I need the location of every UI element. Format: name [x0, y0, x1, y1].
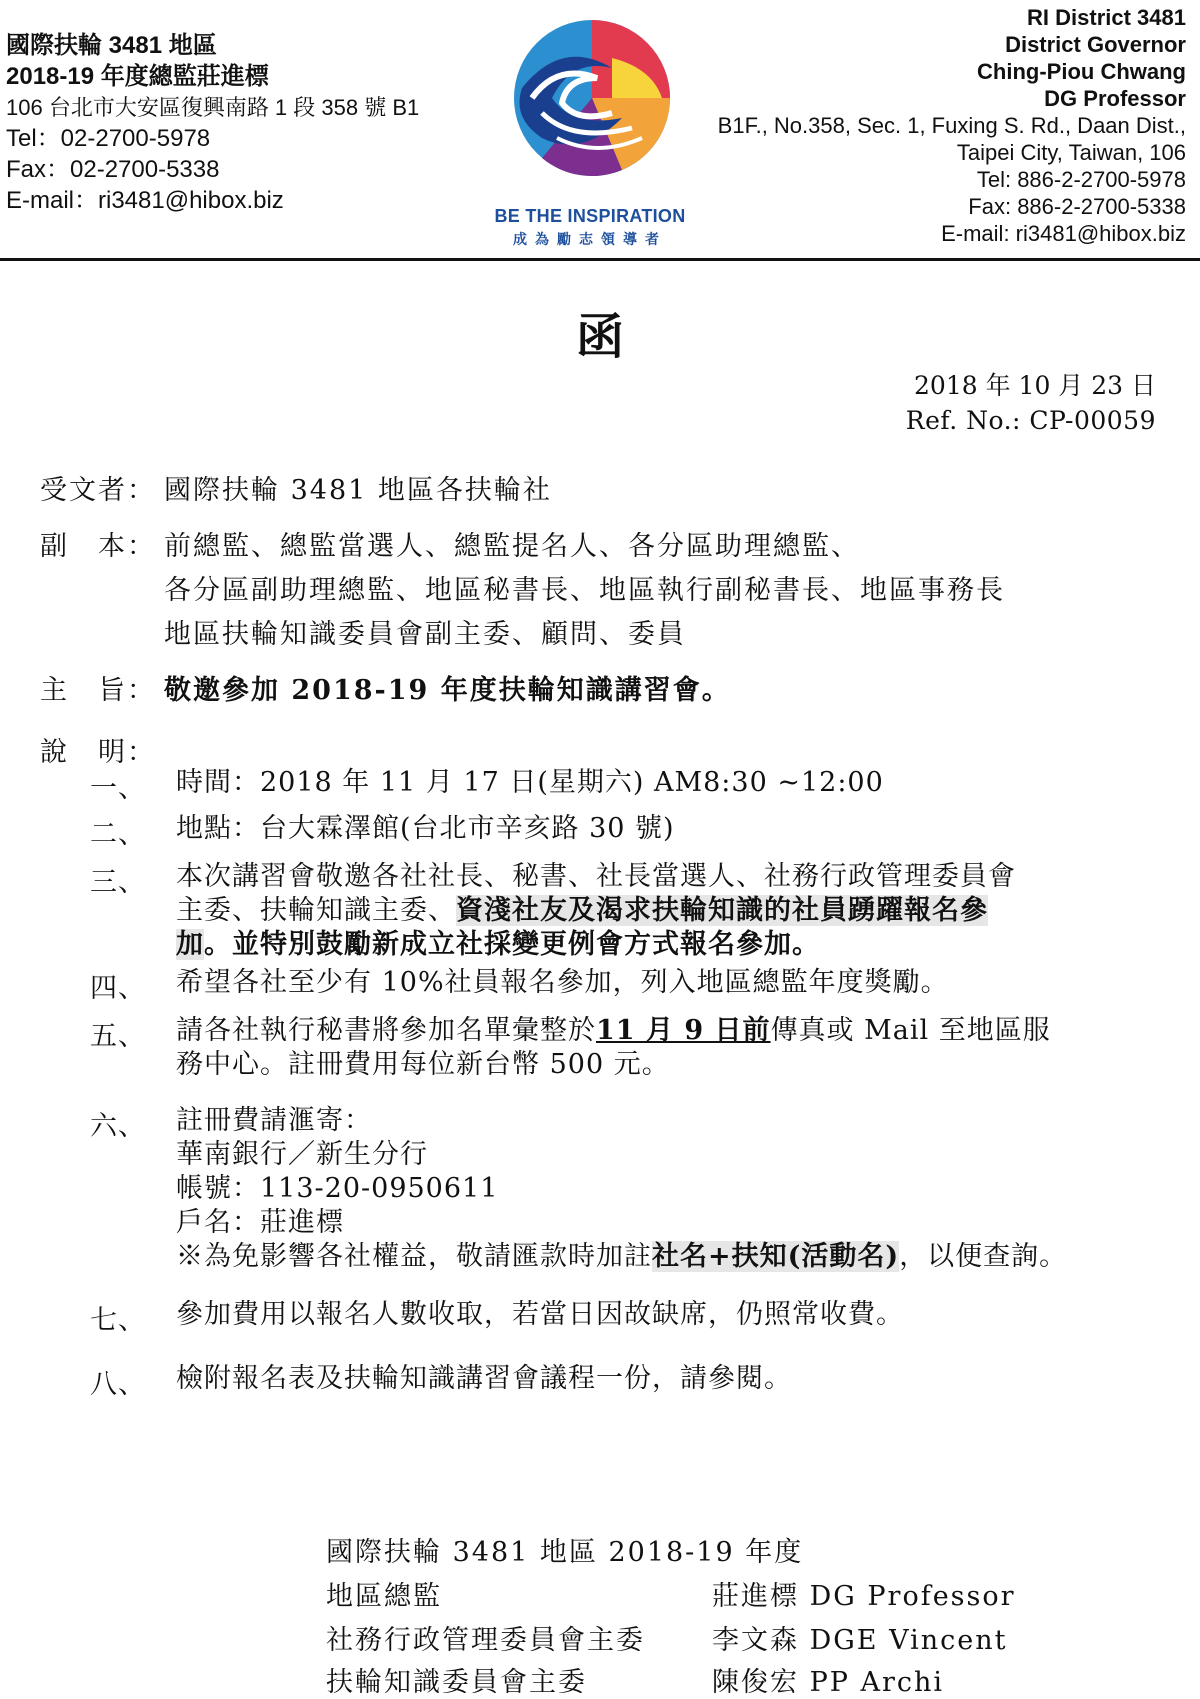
signature-role: 扶輪知識委員會主委 — [326, 1667, 587, 1698]
header-divider — [0, 258, 1200, 261]
item-text-emphasis: 加 — [176, 929, 204, 960]
recipient-value: 國際扶輪 3481 地區各扶輪社 — [164, 475, 552, 506]
remittance-note — [176, 1240, 1067, 1274]
signature-role: 地區總監 — [326, 1581, 442, 1612]
copy-label: 副 本： — [40, 531, 156, 562]
fax-en: Fax: 886-2-2700-5338 — [968, 194, 1186, 219]
item-text-emphasis: 。並特別鼓勵新成立社採變更例會方式報名參加。 — [204, 929, 820, 960]
address-zh: 106 台北市大安區復興南路 1 段 358 號 B1 — [6, 95, 420, 120]
rotary-theme-logo-icon — [502, 18, 682, 178]
explain-label: 說 明： — [40, 737, 156, 768]
fax-zh: Fax：02-2700-5338 — [6, 156, 220, 183]
item-text: 本次講習會敬邀各社社長、秘書、社長當選人、社務行政管理委員會 — [176, 861, 1016, 892]
note-emphasis: 社名+扶知(活動名) — [652, 1241, 900, 1272]
copy-line-2: 各分區副助理總監、地區秘書長、地區執行副秘書長、地區事務長 — [164, 575, 1005, 606]
slogan — [490, 206, 690, 249]
governor-line: 2018-19 年度總監莊進標 — [6, 63, 269, 90]
item-text-emphasis: 資淺社友及渴求扶輪知識的社員踴躍報名參 — [456, 895, 988, 926]
reference-number: Ref. No.: CP-00059 — [905, 406, 1156, 435]
item-number: 二、 — [90, 819, 146, 850]
ri-district: RI District 3481 — [1027, 5, 1186, 30]
item-number: 六、 — [90, 1111, 146, 1142]
email-zh: E-mail：ri3481@hibox.biz — [6, 187, 284, 214]
item-number: 七、 — [90, 1305, 146, 1336]
item-text: 參加費用以報名人數收取，若當日因故缺席，仍照常收費。 — [176, 1299, 904, 1330]
item-text: 地點：台大霖澤館(台北市辛亥路 30 號) — [176, 813, 675, 844]
item-text: 時間：2018 年 11 月 17 日(星期六) AM8:30 ~12:00 — [176, 767, 884, 798]
letterhead-right — [718, 4, 1186, 247]
item-text: 希望各社至少有 10%社員報名參加，列入地區總監年度獎勵。 — [176, 967, 949, 998]
item-number: 一、 — [90, 773, 146, 804]
tel-zh: Tel：02-2700-5978 — [6, 125, 211, 152]
note-text: ※為免影響各社權益，敬請匯款時加註 — [176, 1241, 652, 1272]
signature-name: 莊進標 DG Professor — [712, 1581, 1016, 1612]
item-text — [176, 1014, 1051, 1048]
copy-row — [40, 524, 860, 563]
deadline-date: 11 月 9 日前 — [596, 1015, 771, 1046]
address-en-1: B1F., No.358, Sec. 1, Fuxing S. Rd., Daan Dist., — [717, 113, 1186, 138]
recipient-label: 受文者： — [40, 475, 156, 506]
signature-name: 李文森 DGE Vincent — [712, 1625, 1008, 1656]
account-number: 帳號：113-20-0950611 — [176, 1173, 499, 1204]
item-text — [176, 894, 1016, 928]
signature-role: 社務行政管理委員會主委 — [326, 1625, 645, 1656]
district-governor-title: District Governor — [1005, 32, 1186, 57]
signature-name: 陳俊宏 PP Archi — [712, 1667, 945, 1698]
address-en-2: Taipei City, Taiwan, 106 — [956, 140, 1186, 165]
item-number: 八、 — [90, 1369, 146, 1400]
subject-row — [40, 668, 731, 707]
subject-value: 敬邀參加 2018-19 年度扶輪知識講習會。 — [164, 675, 731, 706]
item-number: 三、 — [90, 867, 146, 898]
letterhead-left — [6, 30, 419, 216]
item-text-plain: 傳真或 Mail 至地區服 — [770, 1015, 1051, 1046]
slogan-en: BE THE INSPIRATION — [494, 206, 686, 226]
item-text: 務中心。註冊費用每位新台幣 500 元。 — [176, 1049, 670, 1080]
bank-name: 華南銀行／新生分行 — [176, 1139, 428, 1170]
subject-label: 主 旨： — [40, 675, 156, 706]
copy-line-3: 地區扶輪知識委員會副主委、顧問、委員 — [164, 619, 686, 650]
email-en: E-mail: ri3481@hibox.biz — [941, 221, 1186, 246]
item-text — [176, 928, 1016, 962]
document-title: 函 — [575, 309, 624, 365]
governor-name-en: Ching-Piou Chwang — [977, 59, 1186, 84]
signature-header: 國際扶輪 3481 地區 2018-19 年度 — [326, 1537, 804, 1568]
item-text-plain: 主委、扶輪知識主委、 — [176, 895, 456, 926]
item-text: 註冊費請滙寄： — [176, 1105, 372, 1136]
org-name: 國際扶輪 3481 地區 — [6, 32, 217, 59]
item-number: 四、 — [90, 973, 146, 1004]
document-date: 2018 年 10 月 23 日 — [914, 371, 1156, 400]
recipient-row — [40, 468, 552, 507]
account-holder: 戶名：莊進標 — [176, 1207, 344, 1238]
item-text: 檢附報名表及扶輪知識講習會議程一份，請參閱。 — [176, 1363, 792, 1394]
tel-en: Tel: 886-2-2700-5978 — [976, 167, 1186, 192]
governor-degree: DG Professor — [1044, 86, 1186, 111]
item-number: 五、 — [90, 1021, 146, 1052]
item-text-plain: 請各社執行秘書將參加名單彙整於 — [176, 1015, 596, 1046]
copy-line-1: 前總監、總監當選人、總監提名人、各分區助理總監、 — [164, 531, 860, 562]
note-text: ，以便查詢。 — [899, 1241, 1068, 1272]
slogan-zh: 成為勵志領導者 — [513, 231, 667, 247]
